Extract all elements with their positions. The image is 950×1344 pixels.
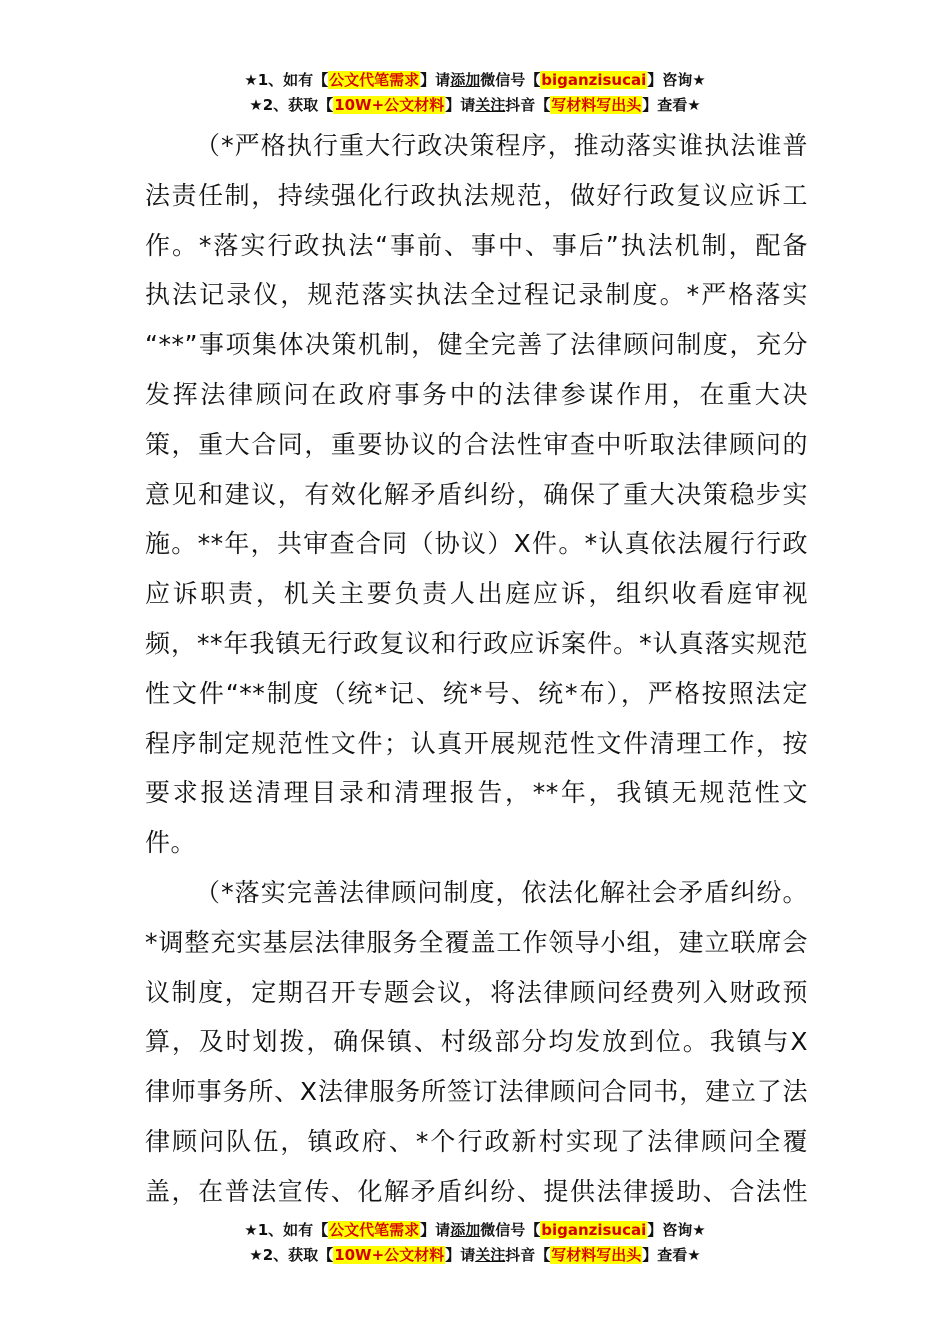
banner-text: 抖音【 bbox=[505, 96, 551, 114]
text-line: 程序制定规范性文件；认真开展规范性文件清理工作，按 bbox=[145, 728, 808, 758]
banner-text: 】查看★ bbox=[642, 96, 701, 114]
text-line: 执法记录仪，规范落实执法全过程记录制度。*严格落实 bbox=[145, 280, 808, 310]
banner-text: 】查看★ bbox=[642, 1246, 701, 1264]
text-line: *调整充实基层法律服务全覆盖工作领导小组，建立联席会 bbox=[145, 927, 808, 957]
text-line: 应诉职责，机关主要负责人出庭应诉，组织收看庭审视 bbox=[145, 579, 808, 609]
banner-text: ★1、如有【 bbox=[244, 1221, 329, 1239]
text-line: “**”事项集体决策机制，健全完善了法律顾问制度，充分 bbox=[145, 330, 808, 360]
text-line: 法责任制，持续强化行政执法规范，做好行政复议应诉工 bbox=[145, 180, 808, 210]
banner-text: 】咨询★ bbox=[647, 71, 706, 89]
banner-text: ★2、获取【 bbox=[249, 96, 334, 114]
banner-line-2 bbox=[0, 1243, 950, 1268]
text-line: 律师事务所、X法律服务所签订法律顾问合同书，建立了法 bbox=[145, 1077, 808, 1107]
banner-text: 】请 bbox=[445, 1246, 476, 1264]
banner-underline: 关注 bbox=[475, 1246, 506, 1264]
banner-underline: 添加 bbox=[450, 71, 481, 89]
banner-highlight: 公文代笔需求 bbox=[329, 71, 420, 89]
text-line: 算，及时划拨，确保镇、村级部分均发放到位。我镇与X bbox=[145, 1027, 808, 1057]
banner-text: 抖音【 bbox=[505, 1246, 551, 1264]
banner-text: ★2、获取【 bbox=[249, 1246, 334, 1264]
footer-banner bbox=[0, 1218, 950, 1268]
banner-text: 】请 bbox=[445, 96, 476, 114]
banner-line-2 bbox=[0, 93, 950, 118]
paragraph-2 bbox=[145, 868, 808, 1217]
text-line: （*落实完善法律顾问制度，依法化解社会矛盾纠纷。 bbox=[195, 877, 808, 907]
text-line: 意见和建议，有效化解矛盾纠纷，确保了重大决策稳步实 bbox=[145, 479, 808, 509]
banner-highlight: 公文代笔需求 bbox=[329, 1221, 420, 1239]
text-line: （*严格执行重大行政决策程序，推动落实谁执法谁普 bbox=[195, 131, 808, 160]
text-line: 盖，在普法宣传、化解矛盾纠纷、提供法律援助、合法性 bbox=[145, 1176, 808, 1206]
banner-highlight: biganzisucai bbox=[541, 71, 647, 89]
text-line: 性文件“**制度（统*记、统*号、统*布），严格按照法定 bbox=[145, 678, 808, 708]
text-line: 要求报送清理目录和清理报告，**年，我镇无规范性文 bbox=[145, 778, 808, 808]
banner-text: ★1、如有【 bbox=[244, 71, 329, 89]
banner-highlight: 写材料写出头 bbox=[551, 96, 642, 114]
banner-underline: 添加 bbox=[450, 1221, 481, 1239]
text-line: 律顾问队伍，镇政府、*个行政新村实现了法律顾问全覆 bbox=[145, 1126, 808, 1156]
banner-highlight: 10W+公文材料 bbox=[334, 96, 445, 114]
banner-underline: 关注 bbox=[475, 96, 506, 114]
banner-text: 微信号【 bbox=[480, 71, 541, 89]
text-line: 频，**年我镇无行政复议和行政应诉案件。*认真落实规范 bbox=[145, 628, 808, 658]
text-line: 策，重大合同，重要协议的合法性审查中听取法律顾问的 bbox=[145, 429, 808, 459]
banner-highlight: biganzisucai bbox=[541, 1221, 647, 1239]
banner-text: 微信号【 bbox=[480, 1221, 541, 1239]
banner-highlight: 10W+公文材料 bbox=[334, 1246, 445, 1264]
document-body bbox=[145, 121, 808, 1217]
banner-highlight: 写材料写出头 bbox=[551, 1246, 642, 1264]
text-line: 施。**年，共审查合同（协议）X件。*认真依法履行行政 bbox=[145, 529, 808, 559]
banner-text: 】咨询★ bbox=[647, 1221, 706, 1239]
text-line: 作。*落实行政执法“事前、事中、事后”执法机制，配备 bbox=[145, 230, 808, 260]
banner-line-1 bbox=[0, 68, 950, 93]
text-line: 发挥法律顾问在政府事务中的法律参谋作用，在重大决 bbox=[145, 379, 808, 409]
header-banner bbox=[0, 68, 950, 118]
paragraph-1 bbox=[145, 121, 808, 868]
banner-line-1 bbox=[0, 1218, 950, 1243]
banner-text: 】请 bbox=[420, 71, 451, 89]
text-line: 件。 bbox=[145, 828, 197, 858]
banner-text: 】请 bbox=[420, 1221, 451, 1239]
text-line: 议制度，定期召开专题会议，将法律顾问经费列入财政预 bbox=[145, 977, 808, 1007]
